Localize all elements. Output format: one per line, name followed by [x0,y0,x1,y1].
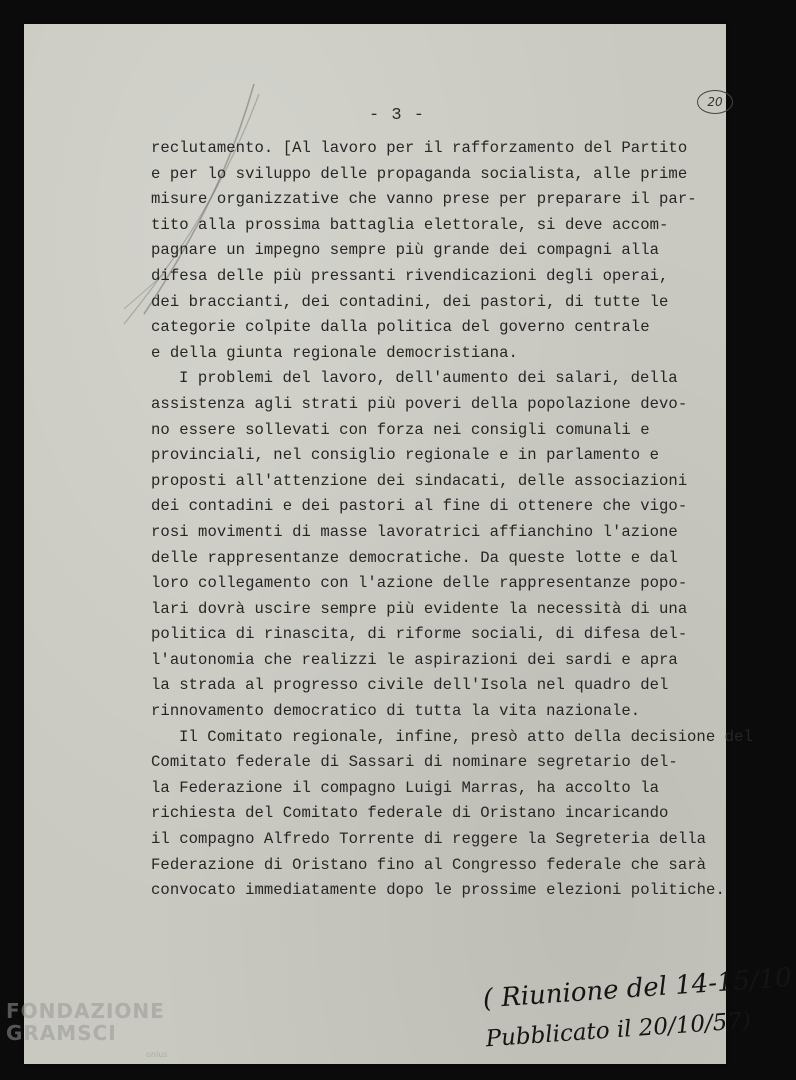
text-line: Il Comitato regionale, infine, presò atto della decisione del [179,727,753,746]
text-line: Federazione di Oristano fino al Congresso federale che sarà [151,855,707,874]
text-line: la Federazione il compagno Luigi Marras, ha accolto la [151,778,660,797]
text-line: la strada al progresso civile dell'Isola nel quadro del [151,676,669,695]
text-line: misure organizzative che vanno prese per preparare il par- [151,190,697,209]
text-line: il compagno Alfredo Torrente di reggere la Segreteria della [151,830,707,849]
watermark-sub: onlus [146,1050,168,1059]
archive-number: 20 [697,90,733,114]
annotation-line-1: ( Riunione del 14-15/10 [481,962,793,1015]
text-line: delle rappresentanze democratiche. Da queste lotte e dal [151,548,678,567]
typed-text-body [151,136,753,904]
paragraph-2 [151,366,721,724]
paragraph-3 [151,725,753,904]
text-line: rinnovamento democratico di tutta la vita nazionale. [151,702,641,721]
text-line: lari dovrà uscire sempre più evidente la necessità di una [151,599,688,618]
text-line: provinciali, nel consiglio regionale e in parlamento e [151,446,660,465]
text-line: no essere sollevati con forza nei consigli comunali e [151,420,650,439]
text-line: e per lo sviluppo delle propaganda socialista, alle prime [151,164,688,183]
text-line: assistenza agli strati più poveri della popolazione devo- [151,394,688,413]
paragraph-1 [151,136,721,366]
text-line: dei braccianti, dei contadini, dei pastori, di tutte le [151,292,669,311]
annotation-line-2: Pubblicato il 20/10/57) [484,1007,752,1053]
text-line: dei contadini e dei pastori al fine di ottenere che vigo- [151,497,688,516]
watermark-line-2: GRAMSCI [6,1021,117,1045]
handwritten-annotation [481,961,793,1060]
text-line: loro collegamento con l'azione delle rappresentanze popo- [151,574,688,593]
text-line: l'autonomia che realizzi le aspirazioni dei sardi e apra [151,650,678,669]
text-line: rosi movimenti di masse lavoratrici affianchino l'azione [151,522,678,541]
text-line: richiesta del Comitato federale di Oristano incaricando [151,804,669,823]
watermark-line-1: FONDAZIONE [6,999,165,1023]
text-line: I problemi del lavoro, dell'aumento dei salari, della [179,369,678,388]
archive-watermark [6,1000,206,1066]
text-line: reclutamento. [Al lavoro per il rafforzamento del Partito [151,139,688,157]
text-line: Comitato federale di Sassari di nominare segretario del- [151,753,678,772]
text-line: categorie colpite dalla politica del governo centrale [151,318,650,337]
document-page [24,24,793,1064]
page-number: - 3 - [369,106,426,125]
text-line: pagnare un impegno sempre più grande dei compagni alla [151,241,660,260]
text-line: tito alla prossima battaglia elettorale, si deve accom- [151,215,669,234]
text-line: convocato immediatamente dopo le prossime elezioni politiche. [151,881,725,900]
text-line: proposti all'attenzione dei sindacati, delle associazioni [151,471,688,490]
text-line: e della giunta regionale democristiana. [151,343,518,362]
text-line: politica di rinascita, di riforme sociali, di difesa del- [151,625,688,644]
text-line: difesa delle più pressanti rivendicazioni degli operai, [151,266,669,285]
